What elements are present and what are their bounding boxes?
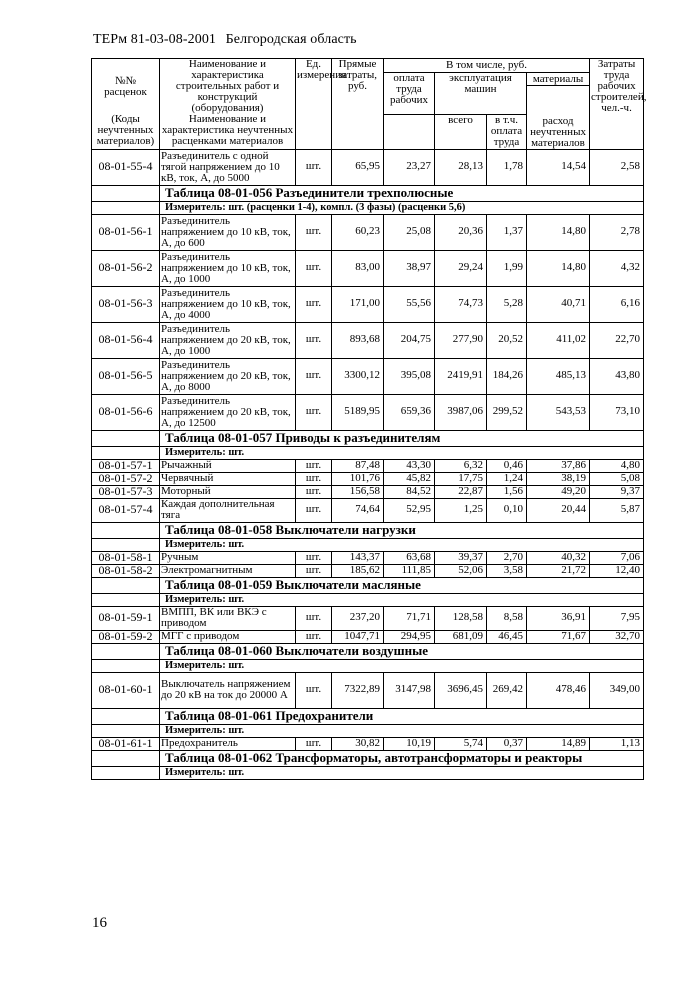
section-title: Таблица 08-01-058 Выключатели нагрузки [160,522,644,538]
row-direct: 1047,71 [332,630,384,643]
row-wage: 71,71 [384,606,435,630]
table-row [92,459,644,472]
row-machines: 20,36 [435,214,487,250]
row-machines: 277,90 [435,322,487,358]
table-section-title-row [92,577,644,593]
row-code: 08-01-57-4 [92,498,160,522]
row-unit: шт. [296,214,332,250]
page-header [93,32,357,48]
table-row [92,672,644,708]
row-code: 08-01-56-5 [92,358,160,394]
row-direct: 87,48 [332,459,384,472]
row-code: 08-01-61-1 [92,737,160,750]
row-labor: 12,40 [590,564,644,577]
row-direct: 893,68 [332,322,384,358]
row-materials: 40,32 [527,551,590,564]
row-machines-wage: 1,99 [487,250,527,286]
row-wage: 294,95 [384,630,435,643]
row-unit: шт. [296,322,332,358]
empty-cell [92,708,160,724]
measure-row [92,659,644,672]
row-labor: 4,32 [590,250,644,286]
row-labor: 4,80 [590,459,644,472]
measure-unit-text: Измеритель: шт. [160,766,644,779]
measure-unit-text: Измеритель: шт. [160,538,644,551]
row-machines-wage: 1,37 [487,214,527,250]
header-col-name-materials: Наименование и характеристика неучтенных расценками материалов [160,114,296,149]
row-wage: 84,52 [384,485,435,498]
header-col-direct: Прямые затраты, руб. [332,59,384,150]
row-machines: 3696,45 [435,672,487,708]
row-labor: 32,70 [590,630,644,643]
row-machines-wage: 0,37 [487,737,527,750]
row-direct: 65,95 [332,149,384,185]
row-materials: 38,19 [527,472,590,485]
row-labor: 1,13 [590,737,644,750]
row-name: Разъединитель напряжением до 20 кВ, ток, А, до 12500 [160,394,296,430]
row-materials: 71,67 [527,630,590,643]
row-unit: шт. [296,564,332,577]
measure-unit-text: Измеритель: шт. [160,659,644,672]
row-materials: 14,80 [527,250,590,286]
row-code: 08-01-57-1 [92,459,160,472]
table-row [92,551,644,564]
row-code: 08-01-57-3 [92,485,160,498]
row-materials: 49,20 [527,485,590,498]
row-machines: 681,09 [435,630,487,643]
row-direct: 5189,95 [332,394,384,430]
row-direct: 3300,12 [332,358,384,394]
row-machines-wage: 5,28 [487,286,527,322]
table-section-title-row [92,430,644,446]
row-name: Каждая дополнительная тяга [160,498,296,522]
table-row [92,149,644,185]
table-row [92,286,644,322]
empty-cell [92,766,160,779]
section-title: Таблица 08-01-062 Трансформаторы, автотрансформаторы и реакторы [160,750,644,766]
row-code: 08-01-55-4 [92,149,160,185]
row-machines: 5,74 [435,737,487,750]
row-name: Разъединитель напряжением до 10 кВ, ток, А, до 4000 [160,286,296,322]
empty-cell [92,201,160,214]
table-section-title-row [92,185,644,201]
row-machines: 39,37 [435,551,487,564]
row-code: 08-01-56-2 [92,250,160,286]
row-labor: 22,70 [590,322,644,358]
measure-row [92,201,644,214]
section-title: Таблица 08-01-060 Выключатели воздушные [160,643,644,659]
row-name: Разъединитель напряжением до 20 кВ, ток, А, до 1000 [160,322,296,358]
row-direct: 171,00 [332,286,384,322]
row-direct: 74,64 [332,498,384,522]
header-wage-cont [384,114,435,149]
row-wage: 111,85 [384,564,435,577]
header-materials: материалы [527,73,590,86]
row-name: Червячный [160,472,296,485]
row-code: 08-01-56-6 [92,394,160,430]
table-row [92,394,644,430]
row-unit: шт. [296,606,332,630]
row-unit: шт. [296,630,332,643]
header-machines: эксплуатация машин [435,73,527,115]
row-unit: шт. [296,737,332,750]
empty-cell [92,593,160,606]
measure-row [92,766,644,779]
empty-cell [92,750,160,766]
table-row [92,630,644,643]
measure-row [92,593,644,606]
row-unit: шт. [296,459,332,472]
row-code: 08-01-56-1 [92,214,160,250]
empty-cell [92,522,160,538]
row-materials: 478,46 [527,672,590,708]
row-labor: 43,80 [590,358,644,394]
row-name: Моторный [160,485,296,498]
row-unit: шт. [296,149,332,185]
table-section-title-row [92,522,644,538]
row-machines-wage: 299,52 [487,394,527,430]
row-materials: 14,54 [527,149,590,185]
region-name: Белгородская область [225,32,357,47]
row-machines-wage: 3,58 [487,564,527,577]
row-machines-wage: 0,10 [487,498,527,522]
row-materials: 21,72 [527,564,590,577]
header-col-code-materials: (Коды неучтенных материалов) [92,114,160,149]
row-machines-wage: 46,45 [487,630,527,643]
row-code: 08-01-56-3 [92,286,160,322]
measure-unit-text: Измеритель: шт. [160,446,644,459]
row-machines: 28,13 [435,149,487,185]
row-labor: 6,16 [590,286,644,322]
rates-table [91,58,647,780]
row-materials: 36,91 [527,606,590,630]
row-machines-wage: 0,46 [487,459,527,472]
row-labor: 73,10 [590,394,644,430]
row-machines: 3987,06 [435,394,487,430]
row-unit: шт. [296,286,332,322]
header-machines-total: всего [435,114,487,149]
row-name: Разъединитель напряжением до 20 кВ, ток, А, до 8000 [160,358,296,394]
measure-row [92,446,644,459]
row-materials: 485,13 [527,358,590,394]
section-title: Таблица 08-01-057 Приводы к разъединителям [160,430,644,446]
row-labor: 2,78 [590,214,644,250]
row-wage: 23,27 [384,149,435,185]
table-section-title-row [92,750,644,766]
row-name: Выключатель напряжением до 20 кВ на ток до 20000 А [160,672,296,708]
row-materials: 20,44 [527,498,590,522]
table-row [92,472,644,485]
empty-cell [92,185,160,201]
row-machines: 52,06 [435,564,487,577]
section-title: Таблица 08-01-056 Разъединители трехполюсные [160,185,644,201]
row-labor: 5,08 [590,472,644,485]
header-machines-wage: в т.ч. оплата труда [487,114,527,149]
row-direct: 237,20 [332,606,384,630]
row-machines: 22,87 [435,485,487,498]
header-incl: В том числе, руб. [384,59,590,73]
row-code: 08-01-56-4 [92,322,160,358]
row-machines-wage: 20,52 [487,322,527,358]
row-direct: 83,00 [332,250,384,286]
row-labor: 7,95 [590,606,644,630]
table-row [92,322,644,358]
row-unit: шт. [296,472,332,485]
row-code: 08-01-57-2 [92,472,160,485]
row-machines: 1,25 [435,498,487,522]
header-col-unit: Ед. измерения [296,59,332,150]
row-machines: 17,75 [435,472,487,485]
table-row [92,250,644,286]
row-materials: 40,71 [527,286,590,322]
row-direct: 101,76 [332,472,384,485]
table-row [92,498,644,522]
row-machines-wage: 1,24 [487,472,527,485]
row-wage: 52,95 [384,498,435,522]
row-unit: шт. [296,551,332,564]
row-direct: 185,62 [332,564,384,577]
row-labor: 9,37 [590,485,644,498]
table-row [92,564,644,577]
table-row [92,606,644,630]
row-machines-wage: 8,58 [487,606,527,630]
row-materials: 543,53 [527,394,590,430]
row-name: ВМПП, ВК или ВКЭ с приводом [160,606,296,630]
empty-cell [92,643,160,659]
measure-row [92,724,644,737]
row-unit: шт. [296,498,332,522]
row-unit: шт. [296,485,332,498]
row-machines-wage: 269,42 [487,672,527,708]
empty-cell [92,577,160,593]
row-materials: 14,89 [527,737,590,750]
section-title: Таблица 08-01-059 Выключатели масляные [160,577,644,593]
row-name: Электромагнитным [160,564,296,577]
row-unit: шт. [296,394,332,430]
measure-unit-text: Измеритель: шт. [160,593,644,606]
row-wage: 38,97 [384,250,435,286]
table-section-title-row [92,708,644,724]
row-machines-wage: 1,78 [487,149,527,185]
row-name: Разъединитель напряжением до 10 кВ, ток, А, до 1000 [160,250,296,286]
page-number: 16 [92,915,107,931]
row-wage: 63,68 [384,551,435,564]
row-code: 08-01-60-1 [92,672,160,708]
row-name: МГГ с приводом [160,630,296,643]
measure-unit-text: Измеритель: шт. [160,724,644,737]
row-machines: 2419,91 [435,358,487,394]
row-name: Ручным [160,551,296,564]
document-code: ТЕРм 81-03-08-2001 [93,32,217,47]
row-code: 08-01-58-2 [92,564,160,577]
section-title: Таблица 08-01-061 Предохранители [160,708,644,724]
row-labor: 349,00 [590,672,644,708]
table-row [92,485,644,498]
row-wage: 10,19 [384,737,435,750]
row-direct: 30,82 [332,737,384,750]
row-wage: 204,75 [384,322,435,358]
row-direct: 7322,89 [332,672,384,708]
row-unit: шт. [296,358,332,394]
row-direct: 156,58 [332,485,384,498]
row-labor: 5,87 [590,498,644,522]
row-wage: 659,36 [384,394,435,430]
empty-cell [92,659,160,672]
table-row [92,358,644,394]
row-code: 08-01-59-2 [92,630,160,643]
row-machines: 128,58 [435,606,487,630]
row-labor: 2,58 [590,149,644,185]
row-wage: 45,82 [384,472,435,485]
empty-cell [92,430,160,446]
row-name: Разъединитель напряжением до 10 кВ, ток, А, до 600 [160,214,296,250]
row-labor: 7,06 [590,551,644,564]
row-materials: 411,02 [527,322,590,358]
row-wage: 43,30 [384,459,435,472]
row-wage: 55,56 [384,286,435,322]
row-wage: 25,08 [384,214,435,250]
header-col-name: Наименование и характеристика строительных работ и конструкций (оборудования) [160,59,296,115]
header-wage: оплата труда рабочих [384,73,435,115]
row-direct: 60,23 [332,214,384,250]
row-machines: 29,24 [435,250,487,286]
row-machines-wage: 2,70 [487,551,527,564]
row-wage: 3147,98 [384,672,435,708]
row-materials: 37,86 [527,459,590,472]
table-row [92,737,644,750]
measure-unit-text: Измеритель: шт. (расценки 1-4), компл. (3 фазы) (расценки 5,6) [160,201,644,214]
row-machines: 74,73 [435,286,487,322]
row-name: Рычажный [160,459,296,472]
row-code: 08-01-59-1 [92,606,160,630]
table-row [92,214,644,250]
table-section-title-row [92,643,644,659]
row-unit: шт. [296,250,332,286]
row-name: Разъединитель с одной тягой напряжением до 10 кВ, ток, А, до 5000 [160,149,296,185]
header-materials-sub: расход неучтенных материалов [527,86,590,149]
row-code: 08-01-58-1 [92,551,160,564]
row-machines-wage: 184,26 [487,358,527,394]
header-col-labor: Затраты труда рабочих строителей, чел.-ч. [590,59,644,150]
row-direct: 143,37 [332,551,384,564]
row-name: Предохранитель [160,737,296,750]
header-col-code: №№ расценок [92,59,160,115]
measure-row [92,538,644,551]
row-materials: 14,80 [527,214,590,250]
row-wage: 395,08 [384,358,435,394]
row-unit: шт. [296,672,332,708]
row-machines-wage: 1,56 [487,485,527,498]
row-machines: 6,32 [435,459,487,472]
